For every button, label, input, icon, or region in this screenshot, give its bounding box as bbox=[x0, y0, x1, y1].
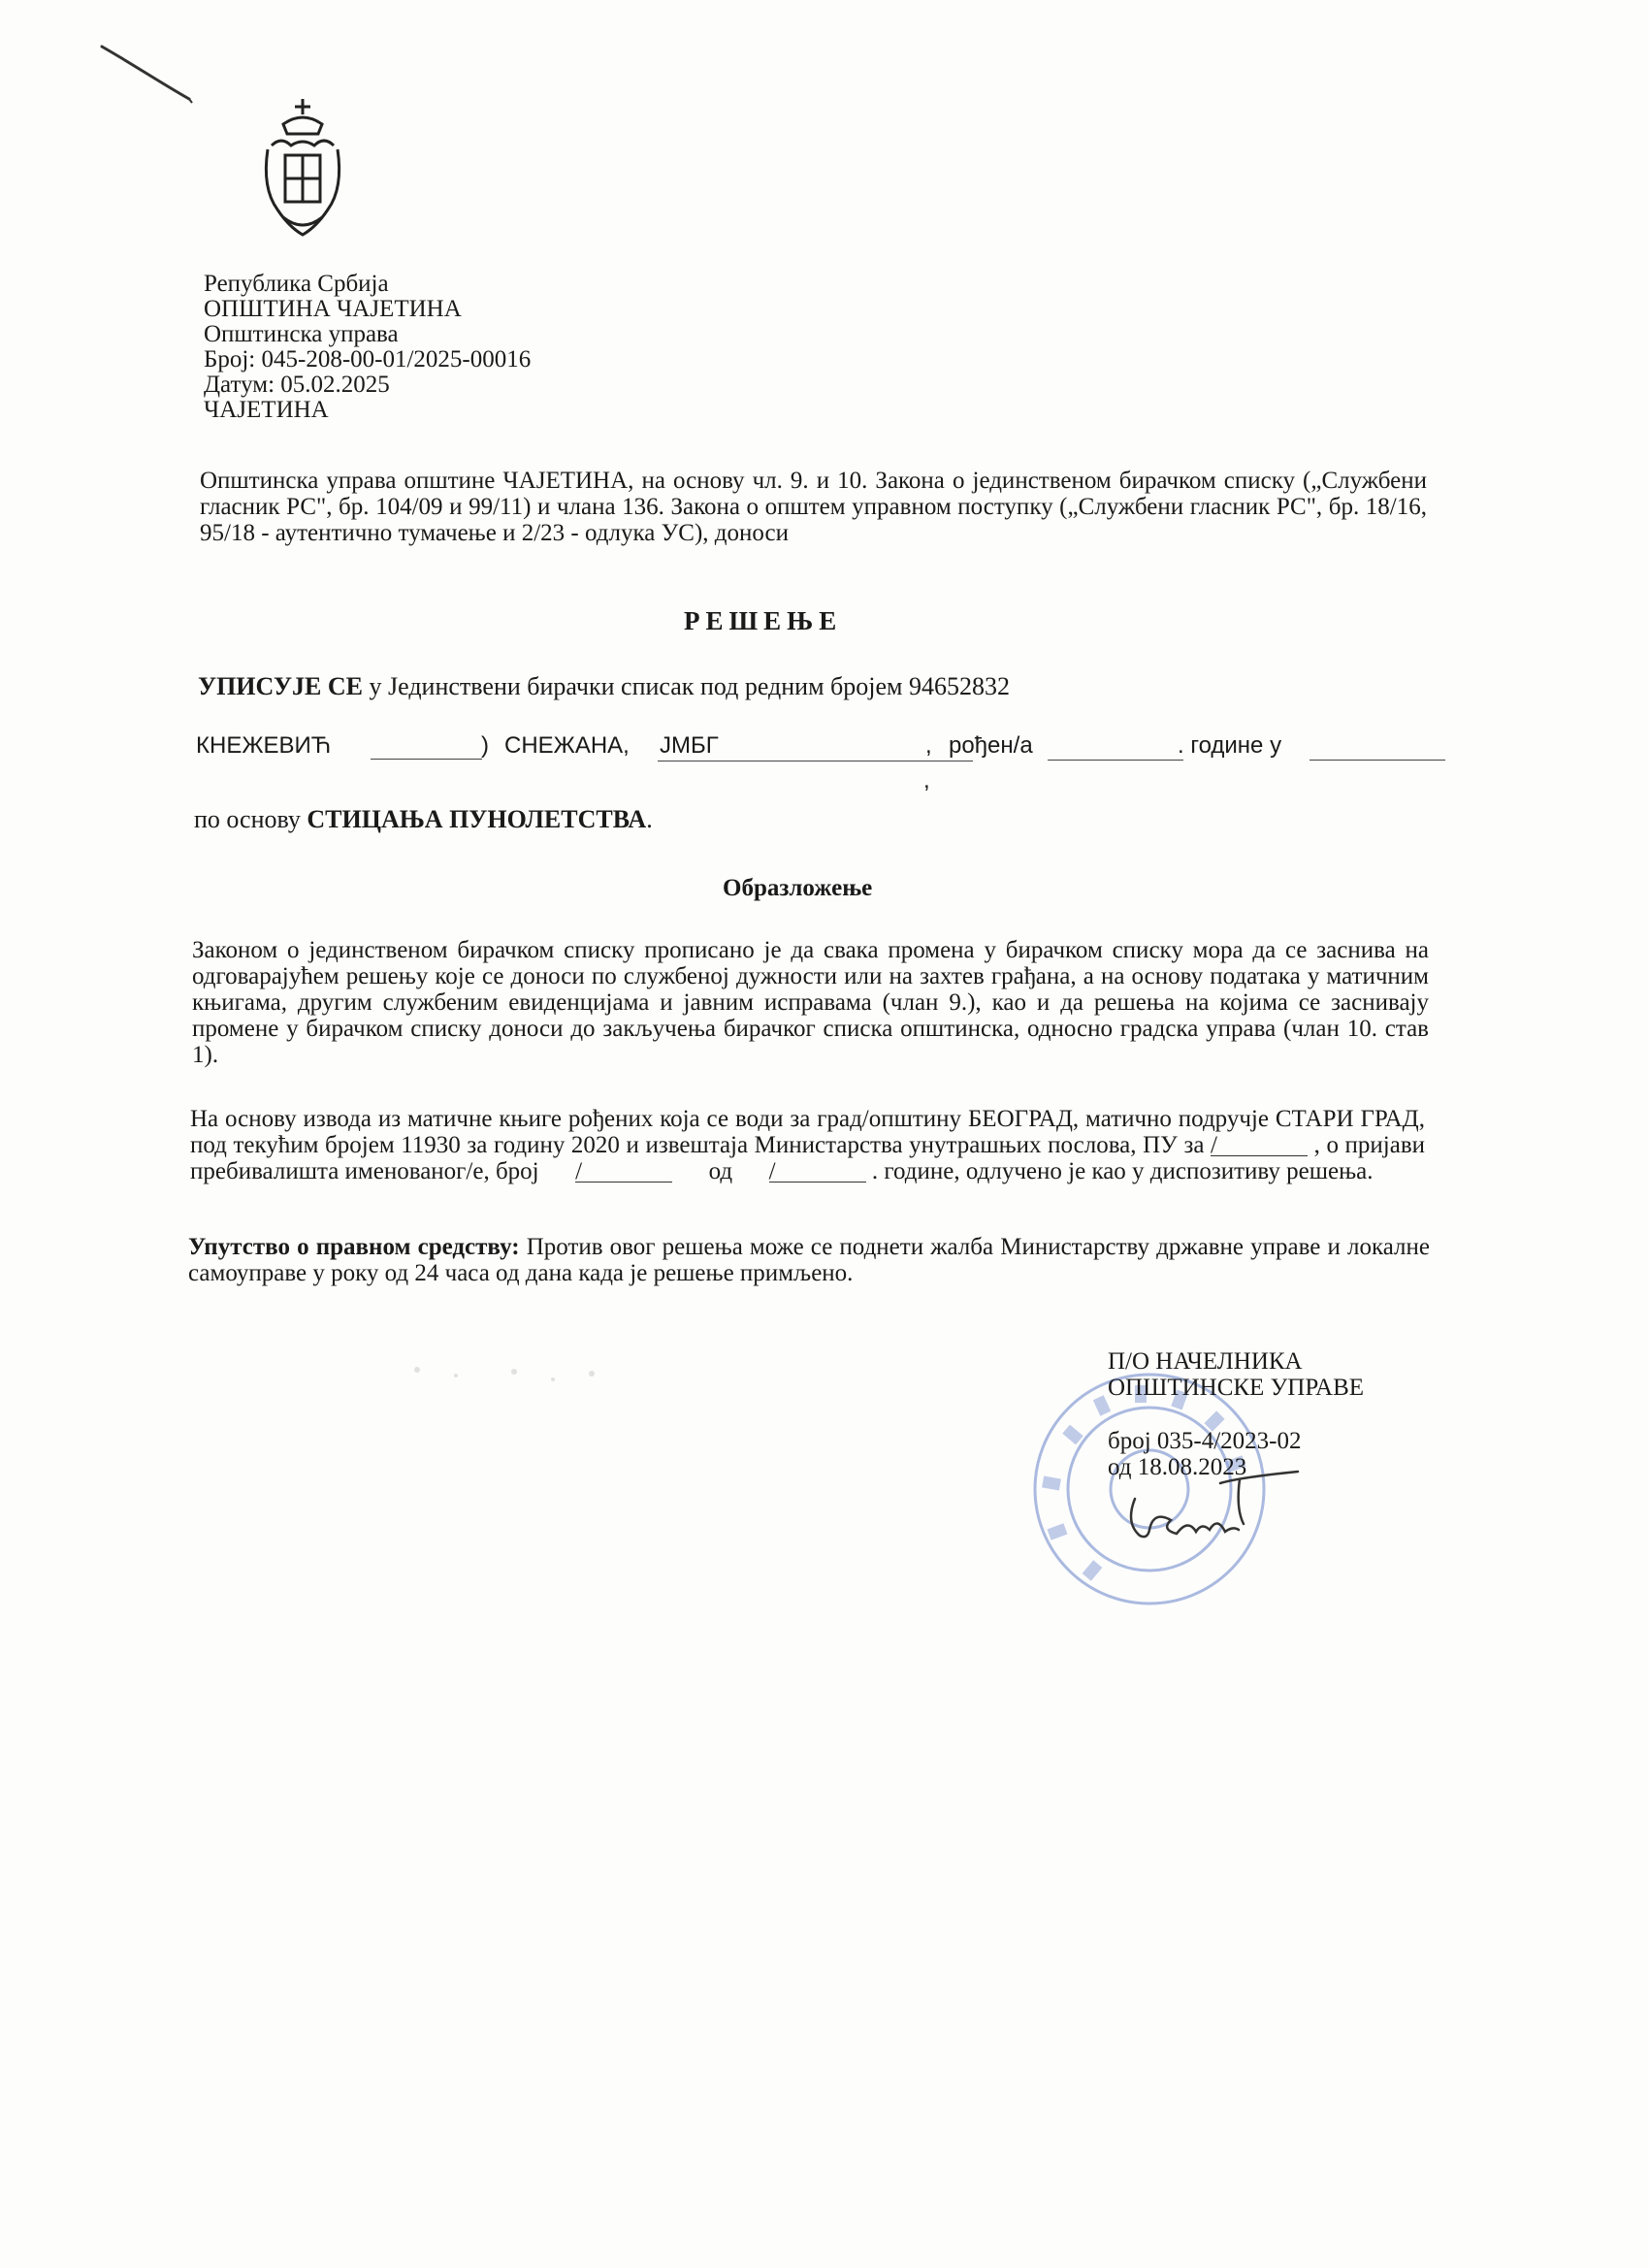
basis-line bbox=[194, 805, 653, 834]
date-blank: / bbox=[769, 1162, 866, 1183]
reason2-part4: . године, одлучено је као у диспозитиву решења. bbox=[871, 1158, 1374, 1184]
birthplace-blank bbox=[1310, 760, 1445, 761]
decision-line bbox=[198, 672, 1010, 701]
coat-of-arms-icon bbox=[254, 95, 351, 250]
signature-block bbox=[1108, 1348, 1364, 1480]
pen-mark bbox=[97, 39, 204, 116]
legal-remedy-paragraph bbox=[188, 1234, 1430, 1286]
person-comma: , bbox=[925, 732, 932, 759]
year-label: . године у bbox=[1178, 732, 1282, 759]
basis-bold: СТИЦАЊА ПУНОЛЕТСТВА bbox=[307, 805, 647, 833]
basis-suffix: . bbox=[646, 805, 653, 833]
number-blank: / bbox=[575, 1162, 672, 1183]
person-line bbox=[194, 732, 1455, 794]
header-office: Општинска управа bbox=[204, 321, 399, 347]
instruction-bold: Упутство о правном средству: bbox=[188, 1234, 520, 1260]
reason2-part3: од bbox=[708, 1158, 733, 1184]
instruction-rest: Против овог решења може се поднети жалба Министарству државне управе и локалне самоуправе у року од 24 часа од дана када је решење примљено. bbox=[188, 1234, 1430, 1286]
surname-blank bbox=[371, 759, 482, 760]
header-date: Датум: 05.02.2025 bbox=[204, 372, 390, 398]
intro-paragraph: Општинска управа општине ЧАЈЕТИНА, на основу чл. 9. и 10. Закона о јединственом бирачком списку („Службени гласник РС", бр. 104/09 и 99/11) и члана 136. Закона о општем управном поступку („Службени гласник РС", бр. 18/16, 95/18 - аутентично тумачење и 2/23 - одлука УС), доноси bbox=[200, 468, 1427, 546]
birthdate-blank bbox=[1048, 760, 1183, 761]
person-name: СНЕЖАНА, bbox=[504, 732, 630, 759]
signature-line-1: П/О НАЧЕЛНИКА bbox=[1108, 1348, 1303, 1375]
person-comma-2: , bbox=[923, 767, 930, 794]
header-country: Република Србија bbox=[204, 271, 389, 297]
reason2-part2: , о пријави пребивалишта именованог/е, број bbox=[190, 1132, 1426, 1184]
header-number: Број: 045-208-00-01/2025-00016 bbox=[204, 346, 532, 373]
decision-rest: у Јединствени бирачки списак под редним бројем 94652832 bbox=[363, 672, 1010, 700]
document-header bbox=[204, 272, 531, 423]
header-municipality: ОПШТИНА ЧАЈЕТИНА bbox=[204, 296, 462, 322]
decision-bold: УПИСУЈЕ СЕ bbox=[198, 672, 364, 700]
signature-line-3: број 035-4/2023-02 bbox=[1108, 1428, 1302, 1454]
explanation-paragraph-1: Законом о јединственом бирачком списку прописано је да свака промена у бирачком списку мора да се заснива на одговарајућем решењу које се доноси по службеној дужности или на захтев грађана, а на основу података у матичним књигама, другим службеним евиденцијама и јавним исправама (члан 9.), као и да решења на којима се заснивају промене у бирачком списку доноси до закључења бирачког списка општинска, односно градска управа (члан 10. став 1). bbox=[192, 937, 1429, 1068]
signature-line-4: од 18.08.2023 bbox=[1108, 1454, 1247, 1480]
decision-title: РЕШЕЊЕ bbox=[684, 606, 843, 635]
paper-smudge bbox=[398, 1358, 611, 1397]
person-paren: ) bbox=[481, 732, 489, 759]
reason2-part1: На основу извода из матичне књиге рођених која се води за град/општину БЕОГРАД, матично подручје СТАРИ ГРАД, под текућим бројем 11930 за годину 2020 и извештаја Министарства унутрашњих послова, ПУ за bbox=[190, 1106, 1425, 1158]
explanation-paragraph-2 bbox=[190, 1106, 1425, 1184]
basis-prefix: по основу bbox=[194, 805, 307, 833]
explanation-title: Образложење bbox=[723, 875, 873, 901]
person-surname: КНЕЖЕВИЋ bbox=[196, 732, 332, 759]
born-label: рођен/а bbox=[949, 732, 1033, 759]
header-place: ЧАЈЕТИНА bbox=[204, 397, 329, 423]
pu-blank: / bbox=[1211, 1136, 1308, 1156]
handwritten-signature bbox=[1116, 1470, 1319, 1547]
signature-line-2: ОПШТИНСКЕ УПРАВЕ bbox=[1108, 1375, 1365, 1401]
jmbg-label: ЈМБГ bbox=[660, 732, 719, 759]
